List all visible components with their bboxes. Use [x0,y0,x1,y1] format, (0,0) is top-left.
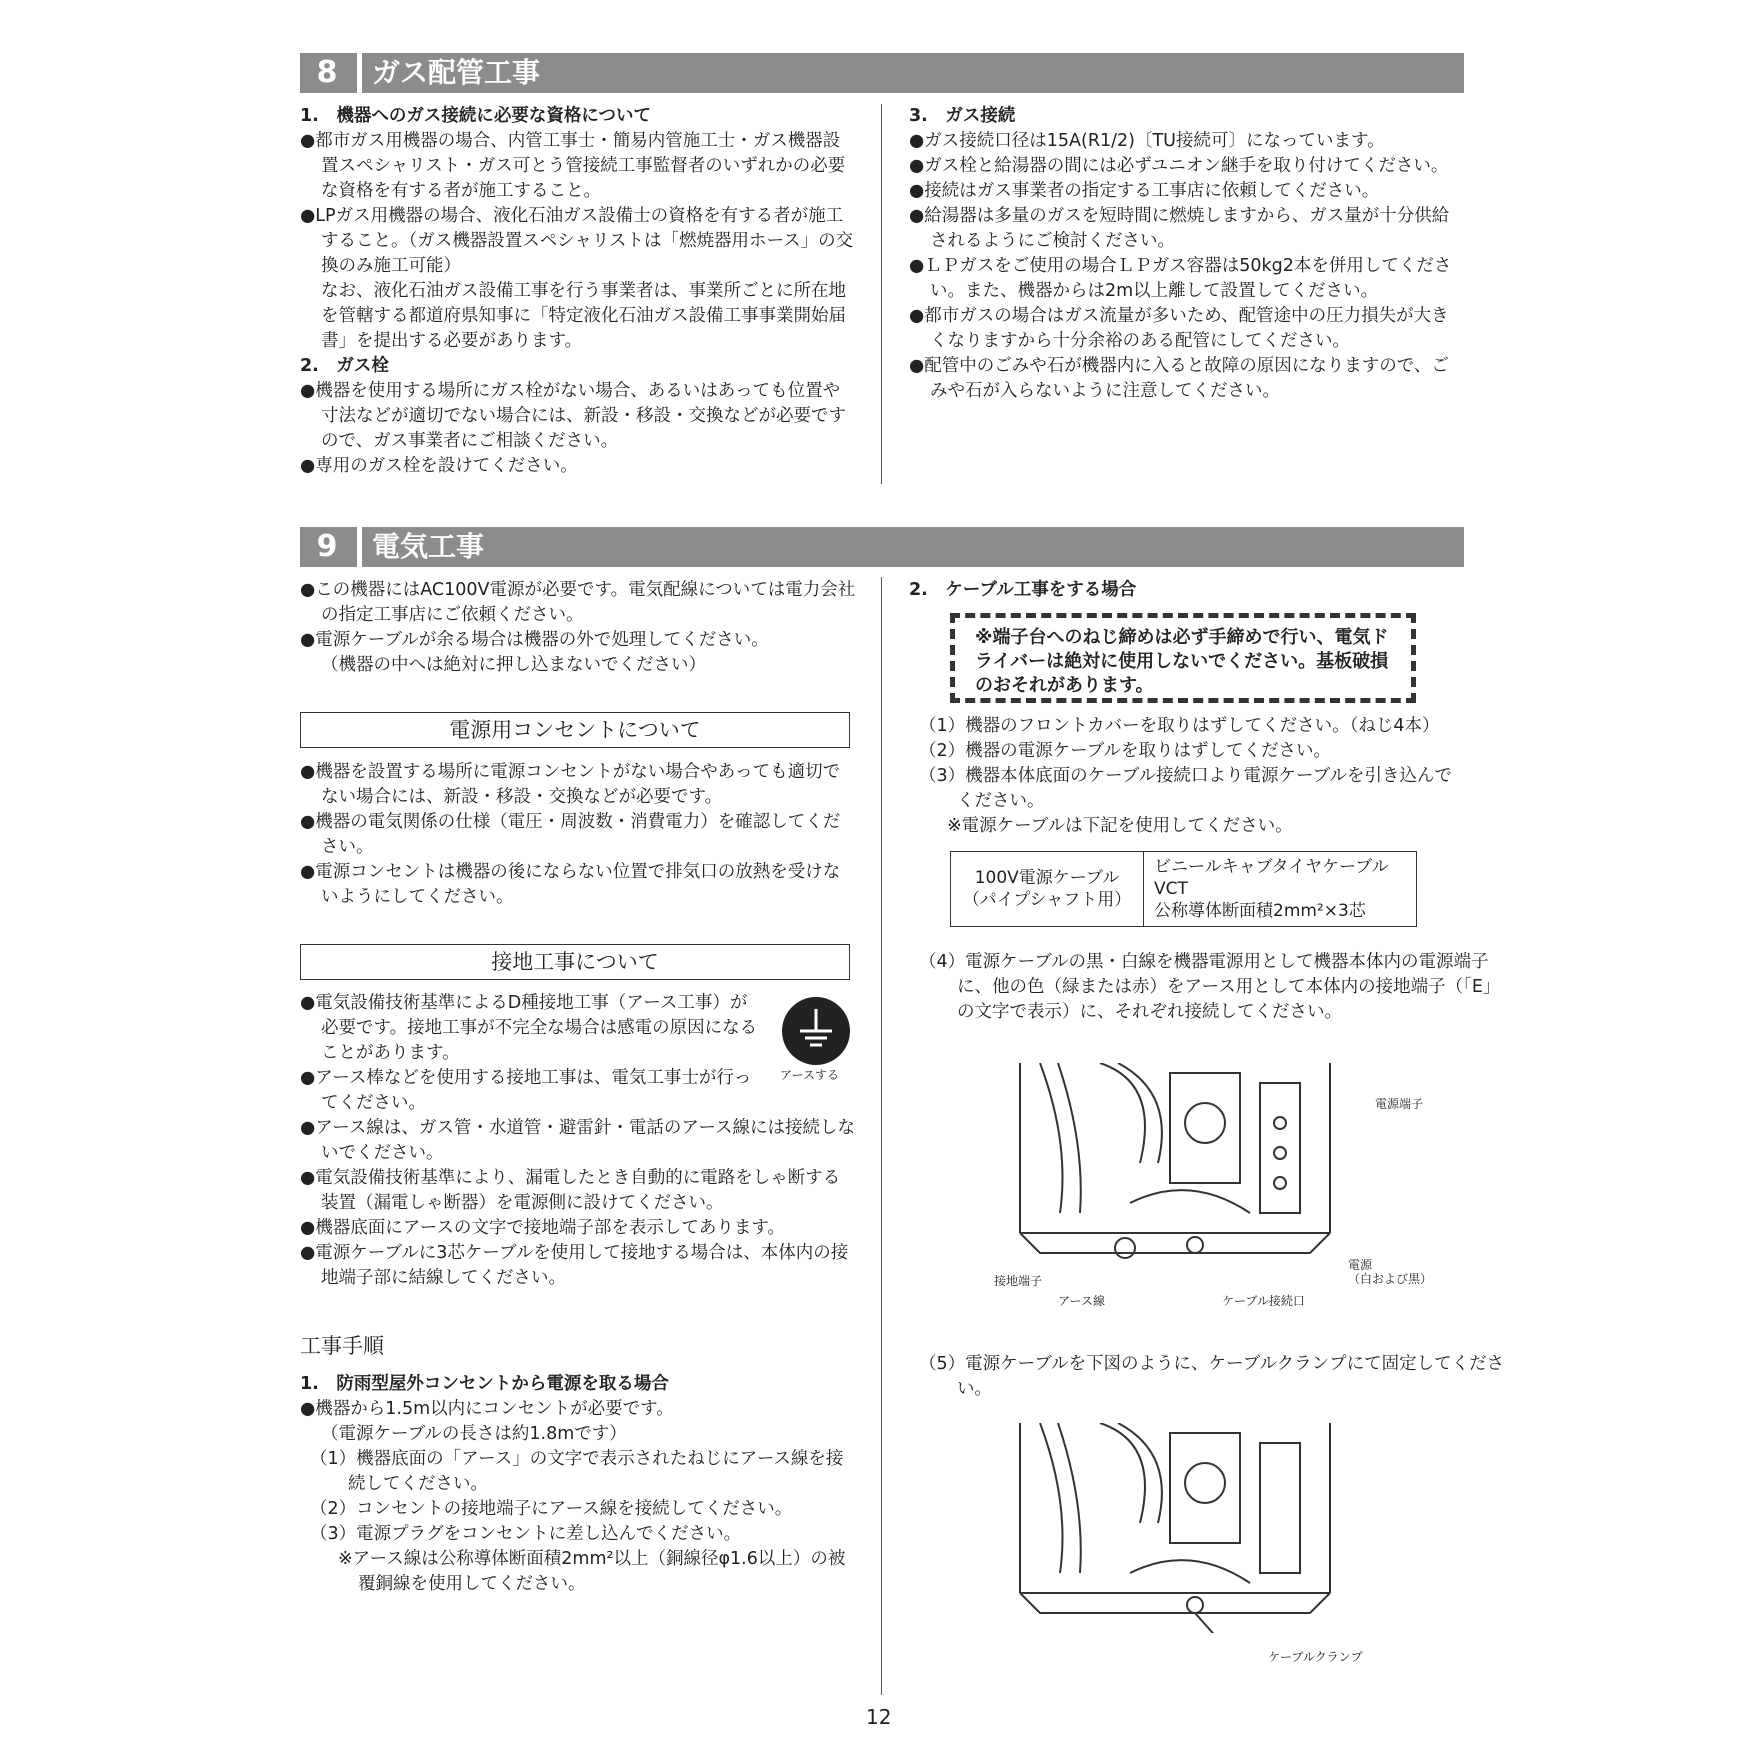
section-header-9 [300,527,1464,567]
numbered-step: （2）コンセントの接地端子にアース線を接続してください。 [310,1499,793,1519]
bullet-item: ●給湯器は多量のガスを短時間に燃焼しますから、ガス量が十分供給されるようにご検討ください。 [909,206,1450,251]
label-earth-wire: アース線 [1058,1294,1106,1308]
bullet-item: ●配管中のごみや石が機器内に入ると故障の原因になりますので、ごみや石が入らないように注意してください。 [909,356,1449,401]
note-line: （電源ケーブルの長さは約1.8mです） [321,1424,627,1444]
page-number: 12 [866,1705,892,1729]
bullet-item: ●この機器にはAC100V電源が必要です。電気配線については電力会社の指定工事店にご依頼ください。 [300,580,856,625]
bullet-item: ●電気設備技術基準によるD種接地工事（アース工事）が必要です。接地工事が不完全な場合は感電の原因になることがあります。 [300,993,758,1063]
subheading: 1. 機器へのガス接続に必要な資格について [300,106,651,126]
column-divider [881,577,882,1695]
section-number: 8 [316,55,338,90]
label-power: 電源 [1348,1258,1373,1272]
bullet-item: ●電気設備技術基準により、漏電したとき自動的に電路をしゃ断する装置（漏電しゃ断器）を電源側に設けてください。 [300,1168,841,1213]
bullet-item: ●専用のガス栓を設けてください。 [300,456,578,476]
earth-icon [782,997,850,1065]
bullet-item: ●接続はガス事業者の指定する工事店に依頼してください。 [909,181,1380,201]
label-ground-terminal: 接地端子 [994,1274,1043,1288]
section-header-8 [300,53,1464,93]
spec-cell-right [1144,852,1417,927]
numbered-step: （3）機器本体底面のケーブル接続口より電源ケーブルを引き込んでください。 [919,766,1452,811]
outlet-list [300,760,856,910]
procedure-list [300,1372,856,1597]
spec-right-line3: 公称導体断面積2mm²×3芯 [1154,901,1366,921]
bullet-item: ●ガス接続口径は15A(R1/2)〔TU接続可〕になっています。 [909,131,1385,151]
bullet-item: ●都市ガスの場合はガス流量が多いため、配管途中の圧力損失が大きくなりますから十分余裕のある配管にしてください。 [909,306,1449,351]
numbered-step: （3）電源プラグをコンセントに差し込んでください。 [310,1524,742,1544]
label-cable-inlet: ケーブル接続口 [1222,1294,1305,1308]
numbered-step: （2）機器の電源ケーブルを取りはずしてください。 [919,741,1332,761]
section-title: ガス配管工事 [372,56,541,89]
note-line: なお、液化石油ガス設備工事を行う事業者は、事業所ごとに所在地を管轄する都道府県知事に「特定液化石油ガス設備工事事業開始届書」を提出する必要があります。 [321,281,846,351]
bullet-item: ●ＬＰガスをご使用の場合ＬＰガス容器は50kg2本を併用してください。また、機器からは2m以上離して設置してください。 [909,256,1452,301]
earth-label: アースする [780,1068,840,1082]
procedure-title: 工事手順 [300,1334,384,1358]
step-4: （4）電源ケーブルの黒・白線を機器電源用として機器本体内の電源端子に、他の色（緑または赤）をアース用として本体内の接地端子（「E」の文字で表示）に、それぞれ接続してください。 [919,952,1501,1022]
cable-steps [909,714,1465,839]
bullet-item: ●機器を設置する場所に電源コンセントがない場合やあっても適切でない場合には、新設・移設・交換などが必要です。 [300,762,841,807]
subheading: 2. ガス栓 [300,356,389,376]
bullet-item: ●電源ケーブルに3芯ケーブルを使用して接地する場合は、本体内の接地端子部に結線してください。 [300,1243,849,1288]
bullet-item: ●LPガス用機器の場合、液化石油ガス設備士の資格を有する者が施工すること。（ガス機器設置スペシャリストは「燃焼器用ホース」の交換のみ施工可能） [300,206,854,276]
wiring-diagram [1010,1063,1340,1273]
subheading: 3. ガス接続 [909,106,1016,126]
gas-right-column [909,104,1465,404]
cable-title: 2. ケーブル工事をする場合 [909,580,1137,600]
ground-list-a [300,991,762,1116]
spec-left-line1: 100V電源ケーブル [974,868,1120,888]
gas-left-column [300,104,856,479]
bullet-item: ●都市ガス用機器の場合、内管工事士・簡易内管施工士・ガス機器設置スペシャリスト・ガス可とう管接続工事監督者のいずれかの必要な資格を有する者が施工すること。 [300,131,846,201]
bullet-item: ●電源コンセントは機器の後にならない位置で排気口の放熱を受けないようにしてください。 [300,862,841,907]
numbered-step: （1）機器のフロントカバーを取りはずしてください。（ねじ4本） [919,716,1440,736]
section-title: 電気工事 [372,530,485,563]
bullet-item: ●アース棒などを使用する接地工事は、電気工事士が行ってください。 [300,1068,752,1113]
numbered-step: （1）機器底面の「アース」の文字で表示されたねじにアース線を接続してください。 [310,1449,844,1494]
ground-list-b [300,1116,856,1291]
bullet-item: ●機器の電気関係の仕様（電圧・周波数・消費電力）を確認してください。 [300,812,841,857]
column-divider [881,104,882,484]
section-number: 9 [316,529,338,564]
bullet-item: ●機器底面にアースの文字で接地端子部を表示してあります。 [300,1218,785,1238]
cable-spec-table [950,851,1417,927]
electric-intro [300,578,856,678]
label-cable-clamp: ケーブルクランプ [1268,1650,1363,1664]
ground-heading: 接地工事について [300,944,850,980]
outlet-heading: 電源用コンセントについて [300,712,850,748]
bullet-item: ●ガス栓と給湯器の間には必ずユニオン継手を取り付けてください。 [909,156,1449,176]
label-white-black: （白および黒） [1348,1272,1433,1286]
warning-box: ※端子台へのねじ締めは必ず手締めで行い、電気ドライバーは絶対に使用しないでください。基板破損のおそれがあります。 [950,613,1416,703]
note-line: ※アース線は公称導体断面積2mm²以上（銅線径φ1.6以上）の被覆銅線を使用してください。 [338,1549,846,1594]
spec-right-line1: ビニールキャブタイヤケーブル [1154,857,1389,877]
step-5: （5）電源ケーブルを下図のように、ケーブルクランプにて固定してください。 [919,1354,1505,1399]
label-power-terminal: 電源端子 [1375,1097,1424,1111]
spec-right-line2: VCT [1154,879,1188,899]
bullet-item: ●機器から1.5m以内にコンセントが必要です。 [300,1399,674,1419]
divider [357,527,362,567]
cable-clamp-diagram [1010,1423,1340,1633]
bullet-item: ●アース線は、ガス管・水道管・避雷針・電話のアース線には接続しないでください。 [300,1118,855,1163]
note-line: ※電源ケーブルは下記を使用してください。 [947,816,1293,836]
divider [357,53,362,93]
bullet-item: ●電源ケーブルが余る場合は機器の外で処理してください。 [300,630,769,650]
spec-cell-left [951,852,1144,927]
spec-left-line2: （パイプシャフト用） [962,890,1132,910]
bullet-item: ●機器を使用する場所にガス栓がない場合、あるいはあっても位置や寸法などが適切でない場合には、新設・移設・交換などが必要ですので、ガス事業者にご相談ください。 [300,381,846,451]
subheading: 1. 防雨型屋外コンセントから電源を取る場合 [300,1374,669,1394]
note-line: （機器の中へは絶対に押し込まないでください） [321,655,706,675]
